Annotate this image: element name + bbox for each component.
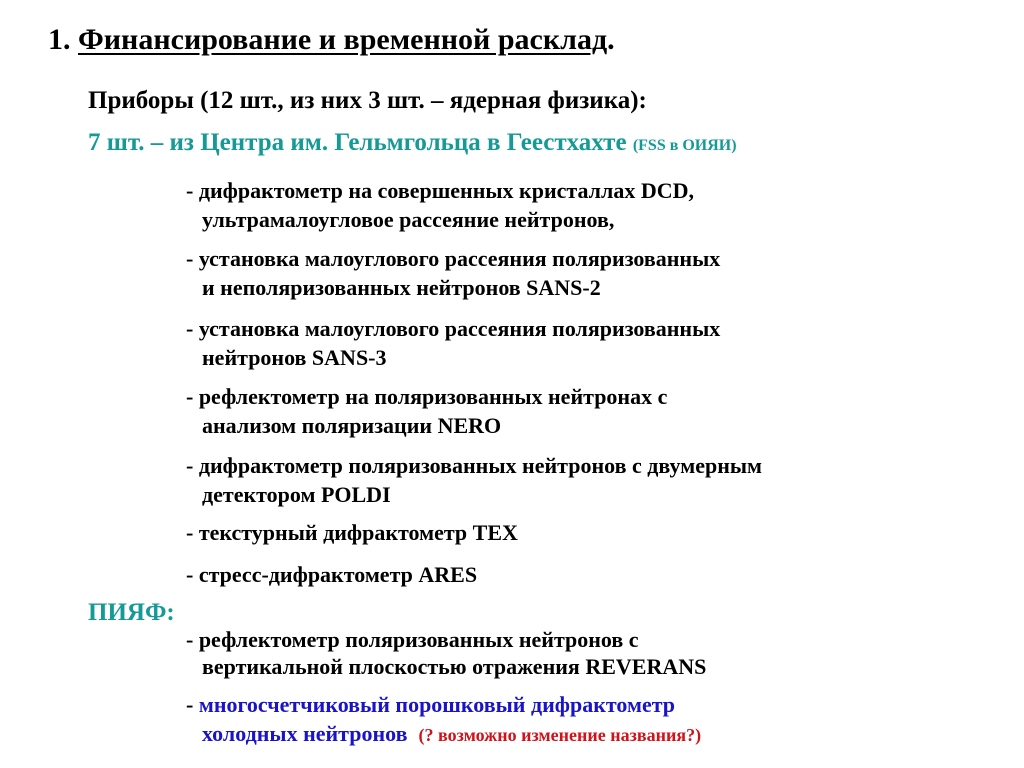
instrument-line: анализом поляризации NERO xyxy=(202,413,502,438)
instrument-line: - дифрактометр на совершенных кристаллах DCD, xyxy=(186,178,695,203)
title-text: Финансирование и временной расклад xyxy=(78,23,608,56)
instrument-line: нейтронов SANS-3 xyxy=(202,345,387,370)
instrument-line: и неполяризованных нейтронов SANS-2 xyxy=(202,275,601,300)
instrument-line: - дифрактометр поляризованных нейтронов с двумерным xyxy=(186,453,763,478)
pnpi-heading: ПИЯФ: xyxy=(88,599,175,626)
instrument-item-sans3 xyxy=(186,314,720,372)
instrument-line: - рефлектометр поляризованных нейтронов с xyxy=(186,627,639,652)
pnpi-item-reverans xyxy=(186,626,706,680)
instrument-item-tex xyxy=(186,518,518,547)
instrument-line-wrap xyxy=(186,719,701,750)
title-period: . xyxy=(607,23,615,56)
instrument-item-ares xyxy=(186,560,477,589)
instrument-item-nero xyxy=(186,382,667,440)
instrument-line: вертикальной плоскостью отражения REVERANS xyxy=(202,654,707,679)
instrument-line: - стресс-дифрактометр ARES xyxy=(186,562,478,587)
item-dash: - xyxy=(186,692,199,717)
instrument-item-sans2 xyxy=(186,244,720,302)
instruments-intro: Приборы (12 шт., из них 3 шт. – ядерная физика): xyxy=(88,87,647,114)
instrument-line: многосчетчиковый порошковый дифрактометр xyxy=(198,692,676,717)
pnpi-item-powder-diffractometer xyxy=(186,690,701,750)
instrument-item-poldi xyxy=(186,451,762,509)
instrument-item-dcd xyxy=(186,176,694,234)
instrument-line: - рефлектометр на поляризованных нейтронах с xyxy=(186,384,668,409)
rename-note: (? возможно изменение названия?) xyxy=(418,725,702,745)
source-note: (FSS в ОИЯИ) xyxy=(632,137,737,154)
instrument-line: ультрамалоугловое рассеяние нейтронов, xyxy=(202,207,615,232)
title-number: 1. xyxy=(48,23,71,56)
instrument-line: детектором POLDI xyxy=(202,482,391,507)
slide-title xyxy=(48,22,615,58)
instrument-line: - установка малоуглового рассеяния поляризованных xyxy=(186,316,721,341)
source-heading xyxy=(88,128,737,161)
instrument-line: - текстурный дифрактометр TEX xyxy=(186,520,518,545)
instrument-line: холодных нейтронов xyxy=(202,721,408,746)
instrument-line: - установка малоуглового рассеяния поляризованных xyxy=(186,246,721,271)
source-main: 7 шт. – из Центра им. Гельмгольца в Геестхахте xyxy=(88,129,627,156)
